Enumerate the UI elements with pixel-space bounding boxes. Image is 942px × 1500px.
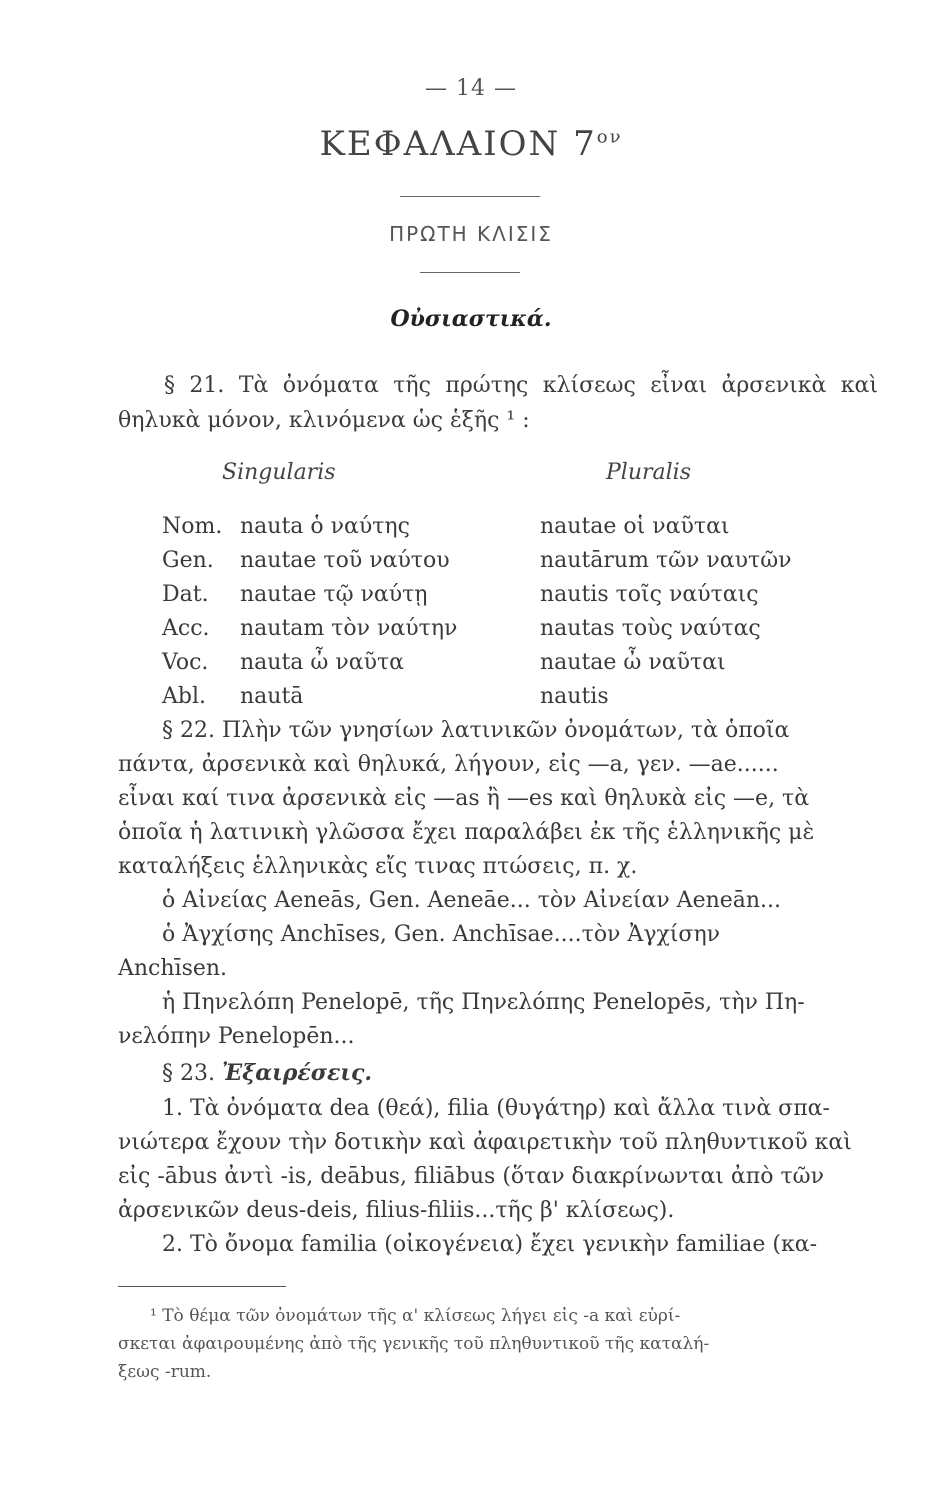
chapter-divider xyxy=(400,196,540,197)
case-label: Gen. xyxy=(162,548,214,573)
footnote-line: σκεται ἀφαιρουμένης ἀπὸ τῆς γενικῆς τοῦ πληθυντικοῦ τῆς καταλή- xyxy=(118,1334,710,1354)
declension-row-acc xyxy=(162,616,882,650)
declension-row-nom xyxy=(162,514,882,548)
plural-form: nautas τοὺς ναύτας xyxy=(540,616,761,641)
paragraph-22-line: ὁ Αἰνείας Aeneās, Gen. Aeneāe... τὸν Αἰνείαν Aeneān... xyxy=(162,888,782,913)
paragraph-21 xyxy=(118,368,878,438)
paragraph-22-line: ὁποῖα ἡ λατινικὴ γλῶσσα ἔχει παραλάβει ἐκ τῆς ἑλληνικῆς μὲ xyxy=(118,820,815,845)
page-number: — 14 — xyxy=(425,76,517,101)
paragraph-22-line: πάντα, ἀρσενικὰ καὶ θηλυκά, λήγουν, εἰς —a, γεν. —ae...... xyxy=(118,752,779,777)
singular-form: nautā xyxy=(240,684,304,709)
singular-form: nautae τῷ ναύτῃ xyxy=(240,582,428,607)
declension-row-dat xyxy=(162,582,882,616)
paragraph-23-line: 1. Τὰ ὀνόματα dea (θεά), filia (θυγάτηρ) καὶ ἄλλα τινὰ σπα- xyxy=(162,1096,830,1121)
paragraph-22-line: εἶναι καί τινα ἀρσενικὰ εἰς —as ἢ —es καὶ θηλυκὰ εἰς —e, τὰ xyxy=(118,786,810,811)
chapter-title-superscript: ον xyxy=(596,126,623,148)
singular-form: nautae τοῦ ναύτου xyxy=(240,548,450,573)
case-label: Abl. xyxy=(162,684,206,709)
paragraph-23-line: νιώτερα ἔχουν τὴν δοτικὴν καὶ ἀφαιρετικὴν τοῦ πληθυντικοῦ καὶ xyxy=(118,1130,852,1155)
paragraph-22-line: νελόπην Penelopēn... xyxy=(118,1024,355,1049)
declension-row-voc xyxy=(162,650,882,684)
declension-row-abl xyxy=(162,684,882,718)
section-divider xyxy=(420,272,520,273)
plural-form: nautis τοῖς ναύταις xyxy=(540,582,759,607)
paragraph-22-line: § 22. Πλὴν τῶν γνησίων λατινικῶν ὀνομάτων, τὰ ὁποῖα xyxy=(162,718,790,743)
footnote-line: ¹ Τὸ θέμα τῶν ὀνομάτων τῆς α' κλίσεως λήγει εἰς -a καὶ εὑρί- xyxy=(150,1306,681,1326)
paragraph-22-line: ἡ Πηνελόπη Penelopē, τῆς Πηνελόπης Penelopēs, τὴν Πη- xyxy=(162,990,805,1015)
paragraph-22-line: ὁ Ἀγχίσης Anchīses, Gen. Anchīsae....τὸν Ἀγχίσην xyxy=(162,922,720,947)
footnote-line: ξεως -rum. xyxy=(118,1362,212,1382)
paragraph-23-heading xyxy=(162,1060,880,1086)
paragraph-23-line: 2. Τὸ ὄνομα familia (οἰκογένεια) ἔχει γενικὴν familiae (κα- xyxy=(162,1232,818,1257)
case-label: Nom. xyxy=(162,514,223,539)
paragraph-21-text: § 21. Τὰ ὀνόματα τῆς πρώτης κλίσεως εἶναι ἀρσενικὰ καὶ θηλυκὰ μόνον, κλινόμενα ὡς ἑξῆς ¹ : xyxy=(118,373,878,433)
paragraph-22-line: καταλήξεις ἑλληνικὰς εἴς τινας πτώσεις, π. χ. xyxy=(118,854,638,879)
paragraph-22-line: Anchīsen. xyxy=(118,956,228,981)
pluralis-heading: Pluralis xyxy=(606,460,692,485)
singularis-heading: Singularis xyxy=(222,460,336,485)
plural-form: nautae ὦ ναῦται xyxy=(540,650,726,675)
plural-form: nautae οἱ ναῦται xyxy=(540,514,730,539)
singular-form: nauta ὁ ναύτης xyxy=(240,514,410,539)
paragraph-23-title: Ἐξαιρέσεις. xyxy=(221,1060,373,1086)
section-title: ΠΡΩΤΗ ΚΛΙΣΙΣ xyxy=(389,222,553,246)
plural-form: nautārum τῶν ναυτῶν xyxy=(540,548,792,573)
case-label: Dat. xyxy=(162,582,209,607)
singular-form: nauta ὦ ναῦτα xyxy=(240,650,404,675)
chapter-title-text: ΚΕΦΑΛΑΙΟΝ 7 xyxy=(319,124,597,164)
chapter-title xyxy=(0,124,942,164)
plural-form: nautis xyxy=(540,684,609,709)
case-label: Voc. xyxy=(162,650,209,675)
declension-row-gen xyxy=(162,548,882,582)
footnote-divider xyxy=(118,1286,286,1287)
paragraph-23-number: § 23. xyxy=(162,1061,215,1086)
subsection-title: Οὐσιαστικά. xyxy=(390,306,552,332)
case-label: Acc. xyxy=(162,616,210,641)
paragraph-23-line: ἀρσενικῶν deus-deis, filius-filiis...τῆς β' κλίσεως). xyxy=(118,1198,675,1223)
singular-form: nautam τὸν ναύτην xyxy=(240,616,458,641)
paragraph-23-line: εἰς -ābus ἀντὶ -is, deābus, filiābus (ὅταν διακρίνωνται ἀπὸ τῶν xyxy=(118,1164,824,1189)
